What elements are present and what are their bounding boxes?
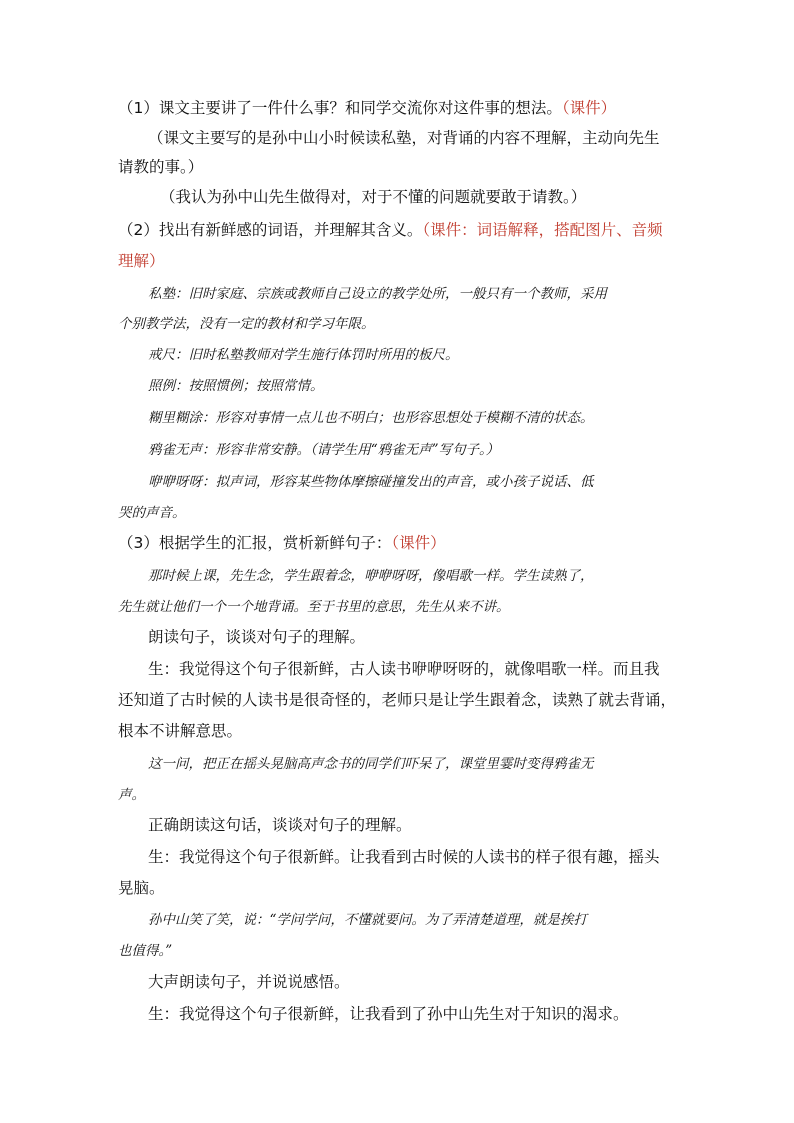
line-text: 私塾：旧时家庭、宗族或教师自己设立的教学处所，一般只有一个教师，采用 xyxy=(148,286,607,302)
line-text: 戒尺：旧时私塾教师对学生施行体罚时所用的板尺。 xyxy=(148,347,459,363)
question-3 xyxy=(118,533,446,553)
question-2-cont xyxy=(118,251,165,271)
line-text: 大声朗读句子，并说说感悟。 xyxy=(148,973,350,991)
student-answer xyxy=(148,659,660,679)
quote-1 xyxy=(148,566,594,586)
line-text: 个别教学法，没有一定的教材和学习年限。 xyxy=(118,316,375,332)
vocab-yaquewusheng xyxy=(148,440,499,460)
line-text: （我认为孙中山先生做得对，对于不懂的问题就要敢于请教。） xyxy=(160,188,587,206)
answer-line xyxy=(118,157,203,177)
student-answer-cont xyxy=(118,878,165,898)
line-text: 也值得。” xyxy=(118,943,173,959)
line-text: 正确朗读这句话，谈谈对句子的理解。 xyxy=(148,816,412,834)
line-text: 生：我觉得这个句子很新鲜，古人读书咿咿呀呀的，就像唱歌一样。而且我 xyxy=(148,660,660,678)
student-answer-cont xyxy=(118,690,676,710)
line-text: 糊里糊涂：形容对事情一点儿也不明白；也形容思想处于模糊不清的状态。 xyxy=(148,410,594,426)
answer-line xyxy=(148,128,660,148)
vocab-sishu xyxy=(148,284,607,304)
line-text: 先生就让他们一个一个地背诵。至于书里的意思，先生从来不讲。 xyxy=(118,599,510,615)
courseware-tag: （课件：词语解释，搭配图片、音频 xyxy=(422,221,663,239)
student-answer-cont xyxy=(118,721,242,741)
line-text: 照例：按照惯例；按照常情。 xyxy=(148,378,324,394)
line-text: （课文主要写的是孙中山小时候读私塾，对背诵的内容不理解，主动向先生 xyxy=(148,129,660,147)
instruction xyxy=(148,972,350,992)
line-text: 生：我觉得这个句子很新鲜，让我看到了孙中山先生对于知识的渴求。 xyxy=(148,1005,629,1023)
courseware-tag: （课件） xyxy=(391,534,446,552)
student-answer xyxy=(148,1004,629,1024)
vocab-yiyiyaya xyxy=(148,472,594,492)
line-text: 这一问，把正在摇头晃脑高声念书的同学们吓呆了，课堂里霎时变得鸦雀无 xyxy=(148,756,594,772)
question-1 xyxy=(118,98,616,118)
line-text: 晃脑。 xyxy=(118,879,165,897)
line-text: 鸦雀无声：形容非常安静。（请学生用“鸦雀无声”写句子。） xyxy=(148,442,500,458)
line-text: 声。 xyxy=(118,787,145,803)
quote-2-cont xyxy=(118,785,145,805)
vocab-yiyiyaya-cont xyxy=(118,503,186,523)
quote-3 xyxy=(148,910,587,930)
line-text: 哭的声音。 xyxy=(118,505,186,521)
quote-2 xyxy=(148,754,594,774)
line-text: 朗读句子，谈谈对句子的理解。 xyxy=(148,628,366,646)
line-text: 根本不讲解意思。 xyxy=(118,722,243,740)
vocab-jiechi xyxy=(148,345,459,365)
line-text: （3）根据学生的汇报，赏析新鲜句子： xyxy=(118,534,392,552)
student-answer xyxy=(148,847,660,867)
line-text: 还知道了古时候的人读书是很奇怪的，老师只是让学生跟着念，读熟了就去背诵， xyxy=(118,691,677,709)
vocab-sishu-cont xyxy=(118,314,375,334)
line-text: 请教的事。） xyxy=(118,158,204,176)
question-2 xyxy=(118,220,663,240)
line-text: 生：我觉得这个句子很新鲜。让我看到古时候的人读书的样子很有趣，摇头 xyxy=(148,848,660,866)
answer-line xyxy=(160,187,586,207)
vocab-hulihutu xyxy=(148,408,594,428)
instruction xyxy=(148,627,365,647)
quote-1-cont xyxy=(118,597,510,617)
courseware-tag: （课件） xyxy=(561,99,617,117)
line-text: 那时候上课，先生念，学生跟着念，咿咿呀呀，像唱歌一样。学生读熟了， xyxy=(148,568,594,584)
line-text: 孙中山笑了笑，说：“学问学问，不懂就要问。为了弄清楚道理，就是挨打 xyxy=(148,912,587,928)
courseware-tag: 理解） xyxy=(118,252,165,270)
line-text: （1）课文主要讲了一件什么事？和同学交流你对这件事的想法。 xyxy=(118,99,562,117)
line-text: 咿咿呀呀：拟声词，形容某些物体摩擦碰撞发出的声音，或小孩子说话、低 xyxy=(148,474,594,490)
vocab-zhaoli xyxy=(148,376,324,396)
line-text: （2）找出有新鲜感的词语，并理解其含义。 xyxy=(118,221,423,239)
instruction xyxy=(148,815,412,835)
quote-3-cont xyxy=(118,941,172,961)
